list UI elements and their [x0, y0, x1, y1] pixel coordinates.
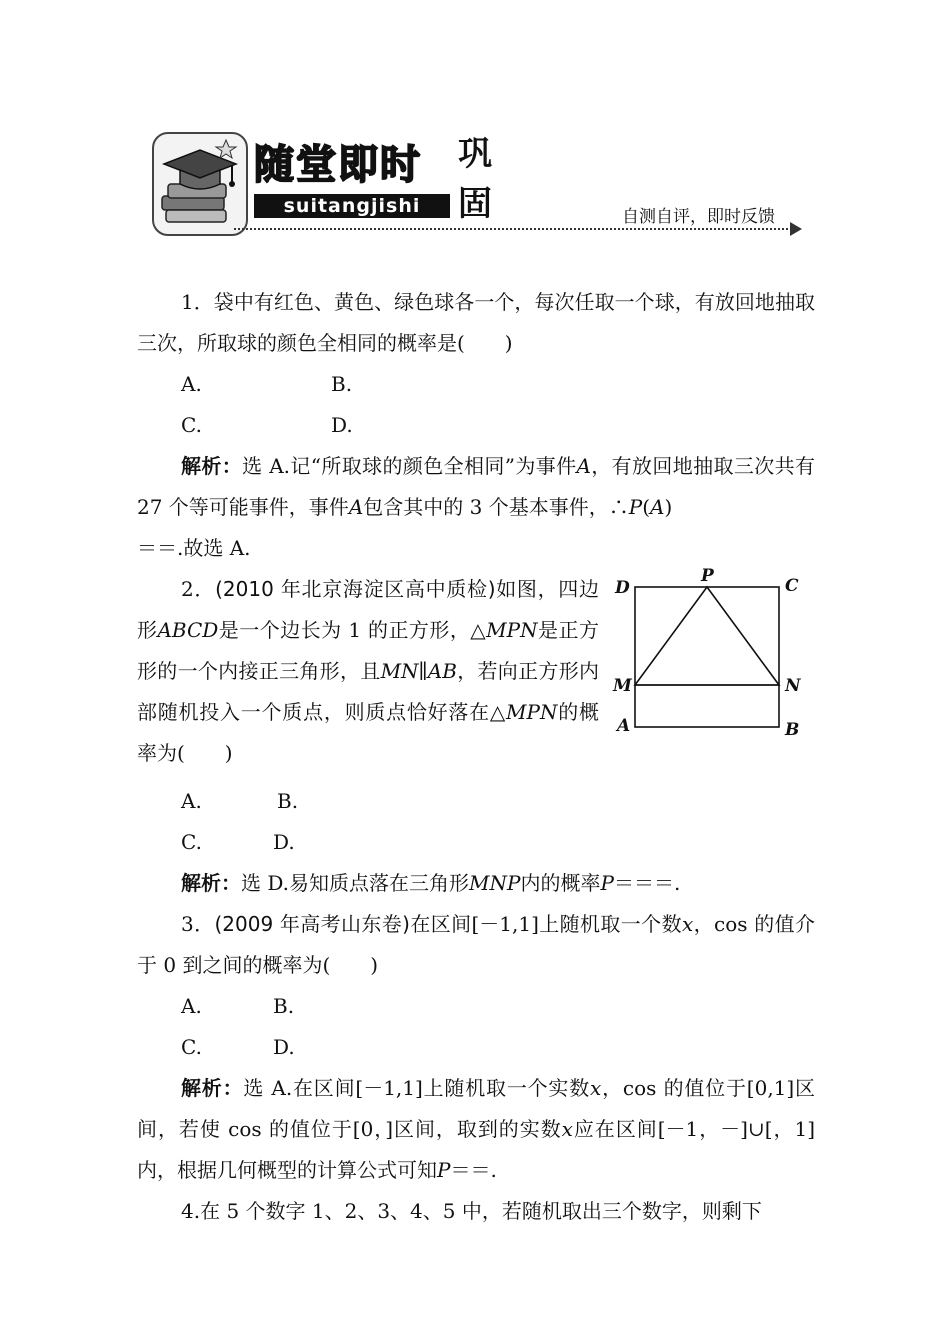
- option-a: A.: [181, 994, 202, 1018]
- question-2-text: [137, 569, 599, 774]
- math-symbol: MPN: [486, 618, 538, 642]
- solution-text: 内的概率: [520, 871, 601, 895]
- question-text: 在区间[－1,1]上随机取一个数: [410, 912, 682, 936]
- math-symbol: MNP: [469, 871, 521, 895]
- option-d: D.: [273, 1035, 295, 1059]
- math-symbol: MPN: [506, 700, 558, 724]
- option-b: B.: [331, 372, 353, 396]
- question-2-block: [137, 569, 815, 781]
- solution-text: ＝＝.故选 A.: [137, 536, 251, 560]
- header-title-char: 时: [380, 142, 418, 188]
- solution-text: ＝＝＝.: [613, 871, 681, 895]
- graduation-cap-books-icon: [152, 132, 248, 236]
- probability-symbol: P: [437, 1158, 451, 1182]
- section-header: [150, 128, 810, 238]
- math-symbol: x: [561, 1117, 573, 1141]
- triangle-mpn: [635, 587, 779, 685]
- question-source: (2009 年高考山东卷): [214, 912, 410, 936]
- option-a: A.: [181, 372, 202, 396]
- header-title: [254, 140, 418, 190]
- question-1-options-ab: [137, 364, 815, 405]
- solution-text: ，有放回地抽取三次共有 27 个等可能事件，事件: [137, 454, 816, 519]
- math-symbol: x: [681, 912, 694, 936]
- solution-text: 选 D.易知质点落在三角形: [241, 871, 470, 895]
- option-d: D.: [331, 413, 353, 437]
- event-symbol: A: [348, 495, 364, 519]
- probability-symbol: P: [600, 871, 614, 895]
- header-title-char: 即: [338, 142, 376, 188]
- label-n: N: [785, 676, 801, 696]
- option-c: C.: [181, 1035, 202, 1059]
- question-number: 3．: [181, 912, 215, 936]
- question-1-solution: [137, 446, 815, 569]
- question-3-options-cd: [137, 1027, 815, 1068]
- label-d: D: [615, 578, 630, 598]
- probability-symbol: P: [628, 495, 643, 519]
- square-triangle-figure: [609, 567, 809, 747]
- option-c: C.: [181, 830, 202, 854]
- solution-label: 解析：: [181, 454, 243, 478]
- question-text: 是正方形的一个内接正三角形，且: [137, 618, 599, 683]
- option-c: C.: [181, 413, 202, 437]
- solution-text: ，cos 的值位于[0,1]区间，若使 cos 的值位于[0，]区间，取到的实数: [137, 1076, 816, 1141]
- option-b: B.: [273, 994, 295, 1018]
- question-4-text: 4.在 5 个数字 1、2、3、4、5 中，若随机取出三个数字，则剩下: [181, 1199, 762, 1223]
- header-title-char: 堂: [296, 142, 334, 188]
- question-2-options-ab: [137, 781, 815, 822]
- solution-text: 选 A.记“所取球的颜色全相同”为事件: [242, 454, 577, 478]
- question-3-solution: [137, 1068, 815, 1191]
- question-1-options-cd: [137, 405, 815, 446]
- header-pinyin: suitangjishi: [254, 194, 450, 218]
- header-tagline: 自测自评，即时反馈: [622, 207, 775, 227]
- question-3-text: [137, 904, 815, 986]
- square-abcd: [635, 587, 779, 727]
- question-text: 是一个边长为 1 的正方形，△: [218, 618, 487, 642]
- header-side-char: 固: [458, 184, 492, 224]
- math-symbol: MN∥AB: [380, 659, 457, 683]
- question-text: ，若向正方形内部随机投入一个质点，则质点恰好落在△: [137, 659, 599, 724]
- question-2-solution: [137, 863, 815, 904]
- label-a: A: [617, 716, 631, 736]
- header-side-char: 巩: [458, 134, 492, 174]
- header-title-char: 随: [254, 142, 292, 188]
- event-symbol: A: [650, 495, 665, 519]
- solution-text: 选 A.在区间[－1,1]上随机取一个实数: [243, 1076, 591, 1100]
- question-text: 的概率为( ): [137, 700, 600, 765]
- solution-text: (: [642, 495, 650, 519]
- question-number: 2．: [181, 577, 216, 601]
- label-b: B: [785, 720, 800, 740]
- solution-label: 解析：: [181, 1076, 244, 1100]
- label-c: C: [785, 576, 799, 596]
- solution-text: 应在区间[－1，－]∪[，1]内，根据几何概型的计算公式可知: [137, 1117, 815, 1182]
- label-m: M: [613, 676, 632, 696]
- arrow-right-icon: [790, 222, 802, 236]
- question-text: ，cos 的值介于 0 到之间的概率为( ): [137, 912, 815, 977]
- question-source: (2010 年北京海淀区高中质检): [215, 577, 496, 601]
- question-3-options-ab: [137, 986, 815, 1027]
- option-d: D.: [273, 830, 295, 854]
- math-symbol: x: [590, 1076, 602, 1100]
- question-2-options-cd: [137, 822, 815, 863]
- solution-text: 包含其中的 3 个基本事件，∴: [363, 495, 629, 519]
- solution-text: ＝＝.: [450, 1158, 497, 1182]
- option-a: A.: [181, 789, 202, 813]
- label-p: P: [701, 567, 714, 586]
- event-symbol: A: [576, 454, 591, 478]
- question-text: 如图，四边形: [137, 577, 599, 642]
- option-b: B.: [277, 789, 299, 813]
- question-1-text: 1．袋中有红色、黄色、绿色球各一个，每次任取一个球，有放回地抽取三次，所取球的颜色全相同的概率是( ): [137, 290, 815, 355]
- solution-label: 解析：: [181, 871, 241, 895]
- solution-text: ): [664, 495, 673, 519]
- math-symbol: ABCD: [157, 618, 219, 642]
- exercise-content: [137, 282, 815, 1232]
- header-dotted-rule: [234, 228, 792, 230]
